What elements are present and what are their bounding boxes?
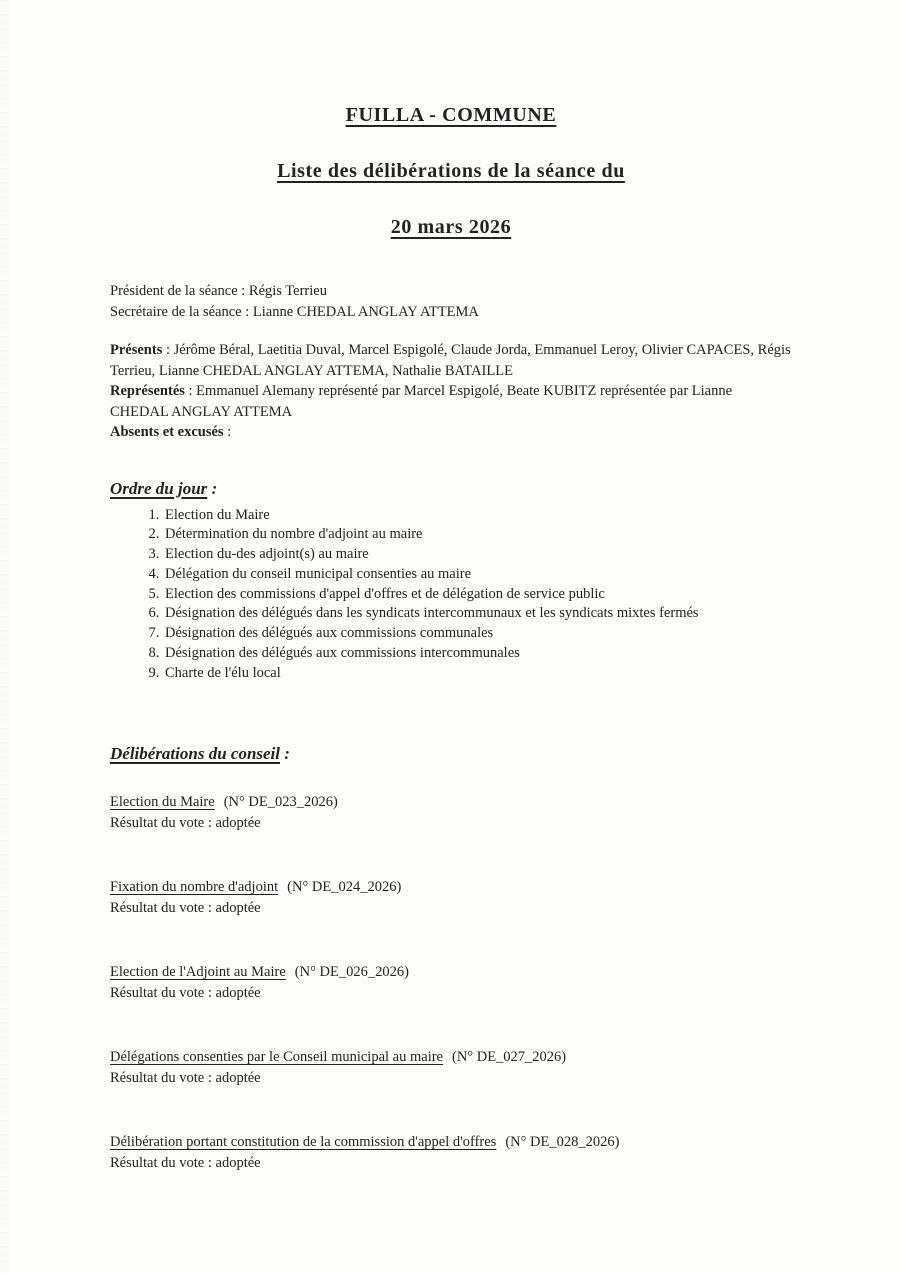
agenda-item: 7. Désignation des délégués aux commissions communales (163, 624, 792, 644)
session-meta (110, 281, 792, 323)
commune-title (110, 104, 792, 127)
absents-label: Absents et excusés (110, 424, 224, 440)
deliberation-result: Résultat du vote : adoptée (110, 814, 261, 831)
secretary-line: Secrétaire de la séance : Lianne CHEDAL ANGLAY ATTEMA (110, 304, 479, 320)
agenda-heading-colon: : (207, 478, 218, 498)
absents-paragraph (110, 422, 792, 443)
deliberation-result: Résultat du vote : adoptée (110, 1069, 261, 1086)
agenda-item: 5. Election des commissions d'appel d'offres et de délégation de service public (163, 585, 792, 605)
agenda-item: 9. Charte de l'élu local (163, 664, 792, 684)
deliberation-title: Délégations consenties par le Conseil municipal au maire (110, 1048, 443, 1065)
attendance-block (110, 340, 792, 443)
deliberation-title-line (110, 877, 792, 898)
list-title-text: Liste des délibérations de la séance du (277, 160, 625, 182)
deliberations-list (110, 792, 792, 1174)
deliberation-title-line (110, 962, 792, 983)
deliberation-ref: (N° DE_026_2026) (294, 963, 409, 980)
deliberation-item (110, 1132, 792, 1174)
deliberation-title: Fixation du nombre d'adjoint (110, 878, 279, 895)
representes-label: Représentés (110, 383, 185, 399)
deliberation-item (110, 877, 792, 919)
deliberation-result: Résultat du vote : adoptée (110, 899, 261, 916)
deliberations-heading (110, 744, 792, 764)
agenda-heading (110, 479, 792, 499)
deliberation-item (110, 1047, 792, 1089)
session-date-title (110, 216, 792, 239)
agenda-item: 2. Détermination du nombre d'adjoint au maire (163, 525, 792, 545)
representes-text: : Emmanuel Alemany représenté par Marcel Espigolé, Beate KUBITZ représentée par Lianne CHEDAL ANGLAY ATTEMA (110, 383, 733, 420)
deliberation-title-line (110, 792, 792, 813)
deliberation-result: Résultat du vote : adoptée (110, 1154, 261, 1171)
deliberation-title: Délibération portant constitution de la commission d'appel d'offres (110, 1133, 497, 1150)
deliberation-item (110, 962, 792, 1004)
commune-title-text: FUILLA - COMMUNE (345, 104, 557, 126)
presents-text: : Jérôme Béral, Laetitia Duval, Marcel Espigolé, Claude Jorda, Emmanuel Leroy, Olivier CAPACES, Régis Terrieu, Lianne CHEDAL ANGLAY ATTEMA, Nathalie BATAILLE (110, 342, 791, 379)
agenda-item: 1. Election du Maire (163, 506, 792, 526)
session-date-text: 20 mars 2026 (390, 216, 512, 238)
president-line: Président de la séance : Régis Terrieu (110, 283, 327, 299)
deliberation-result: Résultat du vote : adoptée (110, 984, 261, 1001)
deliberation-ref: (N° DE_028_2026) (505, 1133, 620, 1150)
presents-paragraph (110, 340, 792, 381)
deliberations-heading-text: Délibérations du conseil (110, 743, 281, 763)
agenda-item: 3. Election du-des adjoint(s) au maire (163, 545, 792, 565)
deliberation-ref: (N° DE_023_2026) (223, 793, 338, 810)
absents-text: : (223, 424, 232, 440)
agenda-list (110, 506, 792, 684)
agenda-item: 4. Délégation du conseil municipal consenties au maire (163, 565, 792, 585)
deliberation-title: Election de l'Adjoint au Maire (110, 963, 286, 980)
deliberation-title: Election du Maire (110, 793, 215, 810)
deliberations-heading-colon: : (280, 743, 290, 763)
agenda-item: 6. Désignation des délégués dans les syndicats intercommunaux et les syndicats mixtes fermés (163, 604, 792, 624)
representes-paragraph (110, 381, 792, 422)
agenda-item: 8. Désignation des délégués aux commissions intercommunales (163, 644, 792, 664)
deliberation-title-line (110, 1047, 792, 1068)
deliberation-title-line (110, 1132, 792, 1153)
presents-label: Présents (110, 342, 163, 358)
agenda-heading-text: Ordre du jour (110, 478, 208, 498)
list-title (110, 160, 792, 183)
deliberation-ref: (N° DE_027_2026) (452, 1048, 567, 1065)
deliberation-ref: (N° DE_024_2026) (287, 878, 402, 895)
deliberation-item (110, 792, 792, 834)
